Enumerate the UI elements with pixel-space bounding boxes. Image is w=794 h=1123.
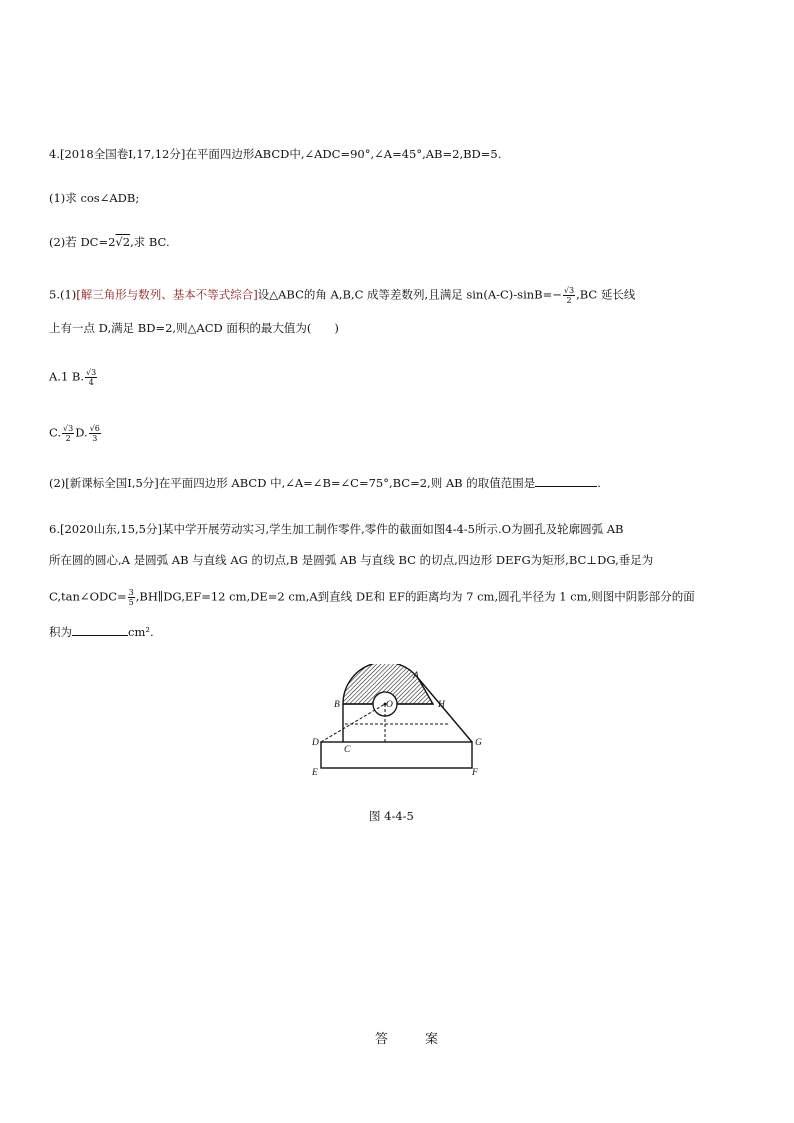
q6-fraction: $\frac{3}{5}$ xyxy=(128,588,134,607)
answer-blank xyxy=(535,475,597,487)
q5-part2: (2)[新课标全国Ⅰ,5分]在平面四边形 ABCD 中,∠A=∠B=∠C=75°,BC=2,则 AB 的取值范围是 . xyxy=(49,476,601,490)
label-b: B xyxy=(334,700,340,710)
label-o: O xyxy=(386,700,393,710)
q5-topic-tag: [解三角形与数列、基本不等式综合] xyxy=(76,287,258,302)
answers-heading: 答 案 xyxy=(375,1032,451,1047)
q4-part2: (2)若 DC=2√2,求 BC. xyxy=(49,235,170,249)
q6-stem-line4: 积为 cm². xyxy=(49,625,154,639)
q6-stem-line2: 所在圆的圆心,A 是圆弧 AB 与直线 AG 的切点,B 是圆弧 AB 与直线 BC 的切点,四边形 DEFG为矩形,BC⊥DG,垂足为 xyxy=(49,553,654,567)
figure-caption: 图 4-4-5 xyxy=(369,809,414,823)
q5-option-d-fraction: $\frac{√6}{3}$ xyxy=(89,424,100,443)
label-f: F xyxy=(472,768,478,778)
q6-stem-line1: 6.[2020山东,15,5分]某中学开展劳动实习,学生加工制作零件,零件的截面如图4-4-5所示.O为圆孔及轮廓圆弧 AB xyxy=(49,522,624,536)
part-cross-section-figure xyxy=(300,664,500,780)
q5-stem-line2: 上有一点 D,满足 BD=2,则△ACD 面积的最大值为( ) xyxy=(49,321,339,335)
q5-stem-line1: 5.(1)[解三角形与数列、基本不等式综合]设△ABC的角 A,B,C 成等差数列,且满足 sin(A-C)-sinB=− $\frac{√3}{2}$ ,BC 延长线 xyxy=(49,286,636,305)
label-e: E xyxy=(312,768,318,778)
answer-blank xyxy=(72,624,128,636)
label-c: C xyxy=(344,745,351,755)
q5-option-b-fraction: $\frac{√3}{4}$ xyxy=(86,368,97,387)
label-d: D xyxy=(312,738,319,748)
label-g: G xyxy=(475,738,482,748)
q4-part1: (1)求 cos∠ADB; xyxy=(49,191,140,205)
q6-stem-line3: C,tan∠ODC= $\frac{3}{5}$ ,BH∥DG,EF=12 cm,DE=2 cm,A到直线 DE和 EF的距离均为 7 cm,圆孔半径为 1 cm,则图中阴影部分的面 xyxy=(49,588,695,607)
q5-options-ab: A.1 B. $\frac{√3}{4}$ xyxy=(49,368,97,387)
q5-fraction: $\frac{√3}{2}$ xyxy=(563,286,575,305)
label-h: H xyxy=(438,700,445,710)
q5-option-c-fraction: $\frac{√3}{2}$ xyxy=(63,424,74,443)
line-ag xyxy=(418,678,472,742)
label-a: A xyxy=(413,671,419,681)
q4-stem: 4.[2018全国卷Ⅰ,17,12分]在平面四边形ABCD中,∠ADC=90°,∠A=45°,AB=2,BD=5. xyxy=(49,147,502,161)
q5-options-cd: C. $\frac{√3}{2}$ D. $\frac{√6}{3}$ xyxy=(49,424,100,443)
